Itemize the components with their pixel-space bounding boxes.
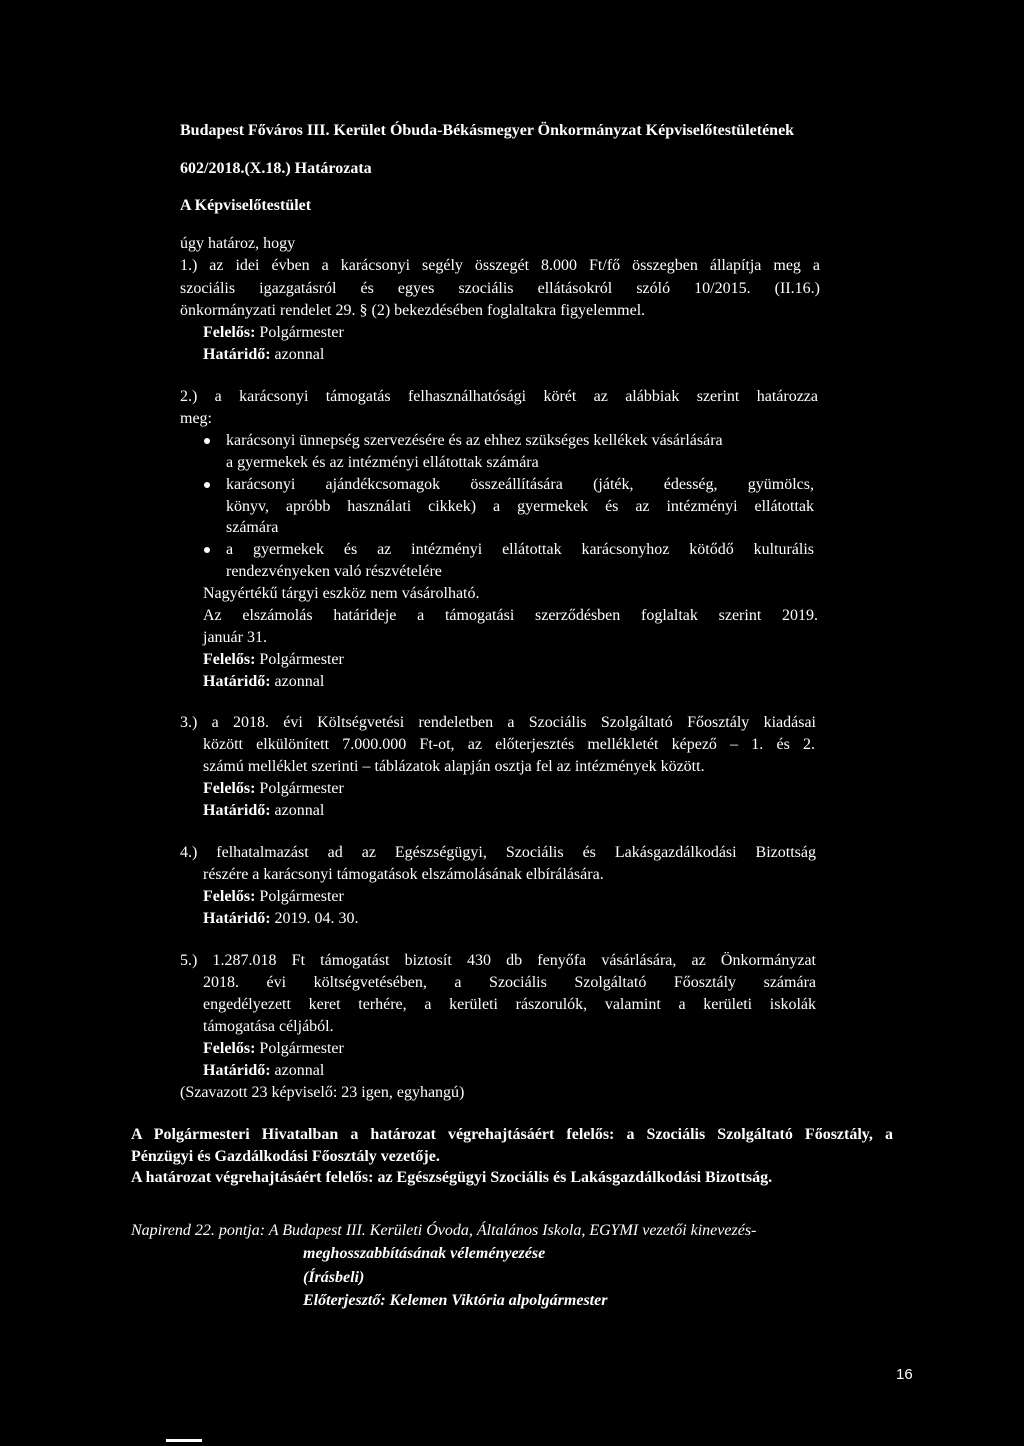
deadline-label: Határidő: xyxy=(203,346,271,363)
responsibility-line: Pénzügyi és Gazdálkodási Főosztály vezetője. xyxy=(131,1148,440,1165)
section1-line: 1.) az idei évben a karácsonyi segély összegét 8.000 Ft/fő összegben állapítja meg a xyxy=(180,257,820,274)
responsible-label: Felelős: xyxy=(203,651,256,668)
deadline-row xyxy=(203,909,359,929)
responsible-label: Felelős: xyxy=(203,780,256,797)
agenda-line: Napirend 22. pontja: A Budapest III. Kerületi Óvoda, Általános Iskola, EGYMI vezetői kinevezés- xyxy=(131,1222,757,1239)
responsible-row xyxy=(203,887,344,907)
section2-note: Az elszámolás határideje a támogatási szerződésben foglaltak szerint 2019. xyxy=(203,607,818,624)
section5-line: 5.) 1.287.018 Ft támogatást biztosít 430 db fenyőfa vásárlására, az Önkormányzat xyxy=(180,952,816,969)
agenda-line: meghosszabbításának véleményezése xyxy=(303,1245,546,1262)
responsible-row xyxy=(203,779,344,799)
section5-line: engedélyezett keret terhére, a kerületi rászorulók, valamint a kerületi iskolák xyxy=(203,996,816,1013)
deadline-label: Határidő: xyxy=(203,673,271,690)
section2-note: Nagyértékű tárgyi eszköz nem vásárolható. xyxy=(203,585,480,602)
section1-line: önkormányzati rendelet 29. § (2) bekezdésében foglaltakra figyelemmel. xyxy=(180,302,646,319)
section3-line: között elkülönített 7.000.000 Ft-ot, az előterjesztés mellékletét képező – 1. és 2. xyxy=(203,736,815,753)
deadline-row xyxy=(203,801,324,821)
responsible-value: Polgármester xyxy=(259,888,344,905)
responsible-value: Polgármester xyxy=(259,651,344,668)
page-number: 16 xyxy=(896,1366,913,1383)
bullet-item-line: a gyermekek és az intézményi ellátottak karácsonyhoz kötődő kulturális xyxy=(226,541,814,558)
intro-text: úgy határoz, hogy xyxy=(180,235,296,252)
bullet-item-line: rendezvényeken való részvételére xyxy=(226,563,442,580)
section3-line: számú melléklet szerinti – táblázatok alapján osztja fel az intézmények között. xyxy=(203,758,705,775)
deadline-value: azonnal xyxy=(274,346,325,363)
responsible-row xyxy=(203,1039,344,1059)
responsible-label: Felelős: xyxy=(203,888,256,905)
deadline-row xyxy=(203,672,324,692)
responsible-value: Polgármester xyxy=(259,1040,344,1057)
bullet-dot xyxy=(204,438,210,444)
deadline-label: Határidő: xyxy=(203,910,271,927)
deadline-value: 2019. 04. 30. xyxy=(274,910,359,927)
deadline-label: Határidő: xyxy=(203,1062,271,1079)
section3-line: 3.) a 2018. évi Költségvetési rendeletben a Szociális Szolgáltató Főosztály kiadásai xyxy=(180,714,816,731)
responsibility-line: A Polgármesteri Hivatalban a határozat végrehajtásáért felelős: a Szociális Szolgáltató Főosztály, a xyxy=(131,1126,893,1143)
vote-result: (Szavazott 23 képviselő: 23 igen, egyhangú) xyxy=(180,1084,465,1101)
responsible-label: Felelős: xyxy=(203,1040,256,1057)
responsible-value: Polgármester xyxy=(259,780,344,797)
agenda-line: Előterjesztő: Kelemen Viktória alpolgármester xyxy=(303,1292,608,1309)
deadline-row xyxy=(203,345,324,365)
section4-line: 4.) felhatalmazást ad az Egészségügyi, Szociális és Lakásgazdálkodási Bizottság xyxy=(180,844,816,861)
deadline-value: azonnal xyxy=(274,673,325,690)
deadline-value: azonnal xyxy=(274,802,325,819)
bullet-item-line: karácsonyi ünnepség szervezésére és az ehhez szükséges kellékek vásárlására xyxy=(226,432,723,449)
agenda-line: (Írásbeli) xyxy=(303,1269,365,1286)
responsible-row xyxy=(203,650,344,670)
footer-mark xyxy=(166,1439,202,1442)
section4-line: részére a karácsonyi támogatások elszámolásának elbírálására. xyxy=(203,866,604,883)
section1-line: szociális igazgatásról és egyes szociális ellátásokról szóló 10/2015. (II.16.) xyxy=(180,280,820,297)
responsible-label: Felelős: xyxy=(203,324,256,341)
bullet-item-line: számára xyxy=(226,519,279,536)
section2-line: meg: xyxy=(180,410,212,427)
deadline-value: azonnal xyxy=(274,1062,325,1079)
bullet-dot xyxy=(204,482,210,488)
document-title: Budapest Főváros III. Kerület Óbuda-Békásmegyer Önkormányzat Képviselőtestületének xyxy=(180,122,795,139)
resolution-number: 602/2018.(X.18.) Határozata xyxy=(180,160,372,177)
deadline-label: Határidő: xyxy=(203,802,271,819)
responsibility-line: A határozat végrehajtásáért felelős: az Egészségügyi Szociális és Lakásgazdálkodási Bizottság. xyxy=(131,1169,773,1186)
bullet-item-line: karácsonyi ajándékcsomagok összeállítására (játék, édesség, gyümölcs, xyxy=(226,476,814,493)
section5-line: 2018. évi költségvetésében, a Szociális Szolgáltató Főosztály számára xyxy=(203,974,816,991)
responsible-value: Polgármester xyxy=(259,324,344,341)
section2-note: január 31. xyxy=(203,629,267,646)
section5-line: támogatása céljából. xyxy=(203,1018,334,1035)
responsible-row xyxy=(203,323,344,343)
section2-line: 2.) a karácsonyi támogatás felhasználhatósági körét az alábbiak szerint határozza xyxy=(180,388,818,405)
bullet-item-line: a gyermekek és az intézményi ellátottak számára xyxy=(226,454,539,471)
bullet-item-line: könyv, apróbb használati cikkek) a gyermekek és az intézményi ellátottak xyxy=(226,498,814,515)
deadline-row xyxy=(203,1061,324,1081)
bullet-dot xyxy=(204,547,210,553)
body-heading: A Képviselőtestület xyxy=(180,197,312,214)
